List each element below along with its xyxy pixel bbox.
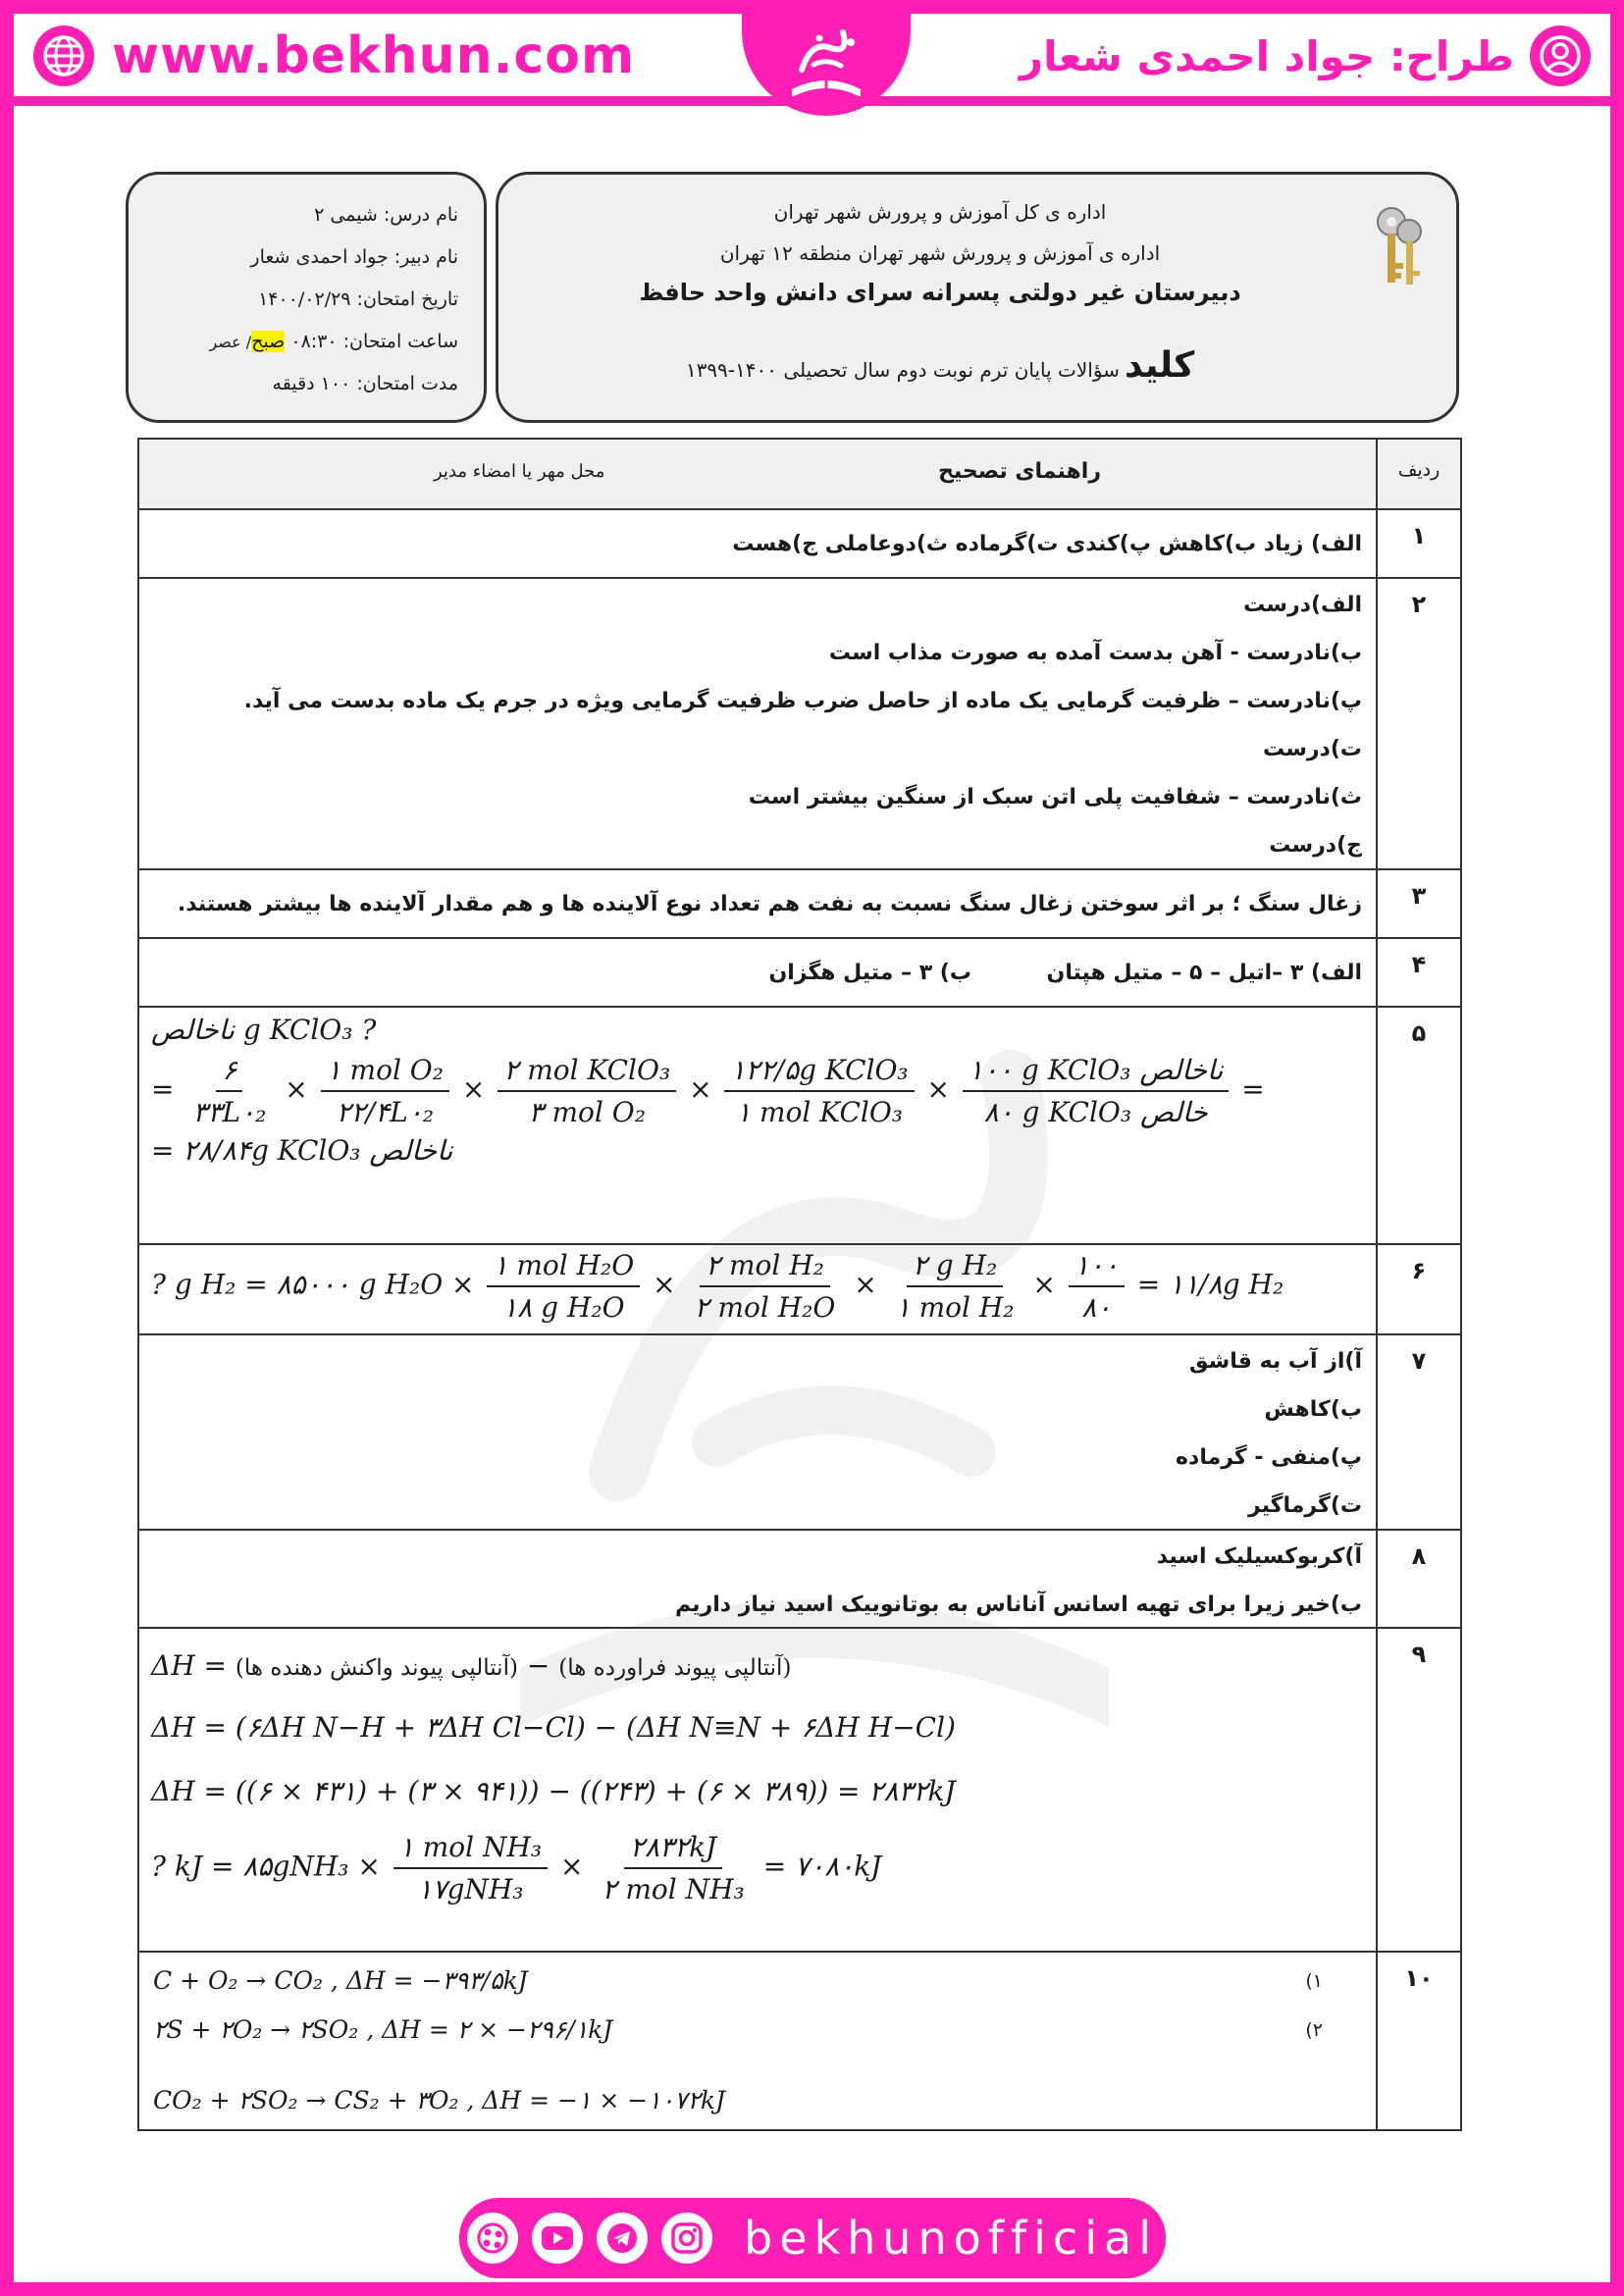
time-selected: صبح (251, 331, 286, 352)
table-row: ? g KClO₃ ناخالص = $\frac{۶}{\text{۳۳L۰₂}}$ × $\frac{\text{۱ mol O₂}}{\text{۲۲/۴L۰₂}}$ × $\frac{\text{۲ mol KClO₃}}{\text{۳ mol O₂}}$ × $\frac{\text{۱۲۲/۵g KClO₃}}{\text{۱ mol KClO₃}}$ × $\frac{\text{۱۰۰ g KClO₃ ناخالص}}{\text{۸۰ g KClO₃ خالص}}$ = = ۲۸/۸۴g KClO₃ ناخالص ۵ (139, 1006, 1460, 1243)
website-link[interactable] (33, 26, 635, 86)
answer-table (137, 438, 1462, 2131)
q9-line4: ? kJ = ۸۵gNH₃ × $\frac{\text{۱ mol NH₃}}{\text{۱۷gNH₃}}$ × $\frac{۲۸۳۲kJ}{\text{۲ mol NH₃}}$ = ۷۰۸۰kJ (151, 1831, 882, 1905)
keys-icon (1370, 202, 1429, 290)
q5-equation: = $\frac{۶}{\text{۳۳L۰₂}}$ × $\frac{\text{۱ mol O₂}}{\text{۲۲/۴L۰₂}}$ × $\frac{\text{۲ mol KClO₃}}{\text{۳ mol O₂}}$ × $\frac{\text{۱۲۲/۵g KClO₃}}{\text{۱ mol KClO₃}}$ × $\frac{\text{۱۰۰ g KClO₃ ناخالص}}{\text{۸۰ g KClO₃ خالص}}$ = (151, 1054, 1265, 1128)
q6-equation: ? g H₂ = ۸۵۰۰۰ g H₂O × $\frac{\text{۱ mol H₂O}}{\text{۱۸ g H₂O}}$ × $\frac{\text{۲ mol H₂}}{\text{۲ mol H₂O}}$ × $\frac{\text{۲ g H₂}}{\text{۱ mol H₂}}$ × $\frac{۱۰۰}{۸۰}$ = ۱۱/۸g H₂ (151, 1249, 1284, 1324)
table-row: آ)کربوکسیلیک اسید ب)خیر زیرا برای تهیه اسانس آناناس به بوتانوییک اسید نیاز داریم ۸ (139, 1529, 1460, 1627)
table-row: الف) ۳ –اتیل – ۵ – متیل هپتان ب) ۳ – متیل هگزان ۴ (139, 937, 1460, 1006)
table-row: الف) زیاد ب)کاهش پ)کندی ت)گرماده ث)دوعاملی ج)هست ۱ (139, 508, 1460, 577)
q5-question: ? g KClO₃ ناخالص (151, 1014, 377, 1046)
key-label: کلید (1125, 345, 1195, 386)
org-line2: اداره ی آموزش و پرورش شهر تهران منطقه ۱۲ تهران (719, 241, 1161, 265)
q10-eq3: CO₂ + ۲SO₂ → CS₂ + ۳O₂ , ΔH = −۱ × −۱۰۷۲kJ (153, 2086, 726, 2114)
org-line1: اداره ی کل آموزش و پرورش شهر تهران (773, 200, 1107, 224)
user-icon (1530, 26, 1591, 86)
website-url[interactable]: www.bekhun.com (112, 26, 636, 85)
table-row: ? g H₂ = ۸۵۰۰۰ g H₂O × $\frac{\text{۱ mol H₂O}}{\text{۱۸ g H₂O}}$ × $\frac{\text{۲ mol H₂}}{\text{۲ mol H₂O}}$ × $\frac{\text{۲ g H₂}}{\text{۱ mol H₂}}$ × $\frac{۱۰۰}{۸۰}$ = ۱۱/۸g H₂ ۶ (139, 1243, 1460, 1333)
q5-result: = ۲۸/۸۴g KClO₃ ناخالص (151, 1134, 453, 1167)
exam-title: کلید سؤالات پایان ترم نوبت دوم سال تحصیلی ۱۴۰۰-۱۳۹۹ (685, 345, 1195, 386)
exam-date: تاریخ امتحان: ۱۴۰۰/۰۲/۲۹ (258, 288, 458, 310)
q10-eq1: C + O₂ → CO₂ , ΔH = −۳۹۳/۵kJ (153, 1966, 528, 1995)
designer-name: طراح: جواد احمدی شعار (1019, 31, 1514, 80)
exam-info-box (126, 172, 487, 423)
exam-duration: مدت امتحان: ۱۰۰ دقیقه (272, 373, 458, 394)
youtube-icon[interactable] (532, 2213, 583, 2264)
instagram-icon[interactable] (661, 2213, 712, 2264)
q9-line1: ΔH = (آنتالپی پیوند واکنش دهنده ها) − (آنتالپی پیوند فراورده ها) (151, 1649, 792, 1682)
aparat-icon[interactable] (467, 2213, 518, 2264)
social-footer (459, 2198, 1166, 2278)
q9-line2: ΔH = (۶ΔH N−H + ۳ΔH Cl−Cl) − (ΔH N≡N + ۶ΔH H−Cl) (151, 1711, 956, 1744)
table-row: C + O₂ → CO₂ , ΔH = −۳۹۳/۵kJ (۱ ۲S + ۲O₂ → ۲SO₂ , ΔH = ۲ × −۲۹۶/۱kJ (۲ CO₂ + ۲SO₂ → CS₂ + ۳O₂ , ΔH = −۱ × −۱۰۷۲kJ ۱۰ (139, 1951, 1460, 2129)
school-name: دبیرستان غیر دولتی پسرانه سرای دانش واحد حافظ (639, 279, 1241, 306)
q10-eq2: ۲S + ۲O₂ → ۲SO₂ , ΔH = ۲ × −۲۹۶/۱kJ (153, 2015, 613, 2044)
designer-credit (1020, 26, 1591, 86)
globe-icon (33, 26, 94, 86)
guide-header: راهنمای تصحیح (938, 459, 1101, 484)
table-row: الف)درست ب)نادرست - آهن بدست آمده به صورت مذاب است پ)نادرست – ظرفیت گرمایی یک ماده از حاصل ضرب ظرفیت گرمایی ویژه در جرم یک ماده بدست می آید. ت)درست ث)نادرست – شفافیت پلی اتن سبک از سنگین بیشتر است ج)درست ۲ (139, 577, 1460, 868)
exam-time: ساعت امتحان: ۰۸:۳۰ صبح/ عصر (209, 331, 458, 352)
table-row: ΔH = (آنتالپی پیوند واکنش دهنده ها) − (آنتالپی پیوند فراورده ها) ΔH = (۶ΔH N−H + ۳ΔH Cl−Cl) − (ΔH N≡N + ۶ΔH H−Cl) ΔH = ((۶ × ۴۳۱) + (۳ × ۹۴۱)) − ((۲۴۳) + (۶ × ۳۸۹)) = ۲۸۳۲kJ ? kJ = ۸۵gNH₃ × $\frac{\text{۱ mol NH₃}}{\text{۱۷gNH₃}}$ × $\frac{۲۸۳۲kJ}{\text{۲ mol NH₃}}$ = ۷۰۸۰kJ ۹ (139, 1627, 1460, 1951)
stamp-header: محل مهر یا امضاء مدیر (434, 461, 605, 482)
teacher: نام دبیر: جواد احمدی شعار (250, 246, 458, 268)
telegram-icon[interactable] (597, 2213, 648, 2264)
table-row: زغال سنگ ؛ بر اثر سوختن زغال سنگ نسبت به نفت هم تعداد نوع آلاینده ها و هم مقدار آلاینده ها بیشتر هستند. ۳ (139, 868, 1460, 937)
table-row: آ)از آب به قاشق ب)کاهش پ)منفی - گرماده ت)گرماگیر ۷ (139, 1333, 1460, 1529)
row-label-header: ردیف (1376, 440, 1460, 508)
organization-box (496, 172, 1459, 423)
social-handle[interactable]: bekhunofficial (744, 2212, 1158, 2265)
top-banner (14, 14, 1610, 104)
table-header (139, 440, 1460, 508)
q9-line3: ΔH = ((۶ × ۴۳۱) + (۳ × ۹۴۱)) − ((۲۴۳) + (۶ × ۳۸۹)) = ۲۸۳۲kJ (151, 1775, 956, 1807)
subject: نام درس: شیمی ۲ (314, 204, 458, 226)
